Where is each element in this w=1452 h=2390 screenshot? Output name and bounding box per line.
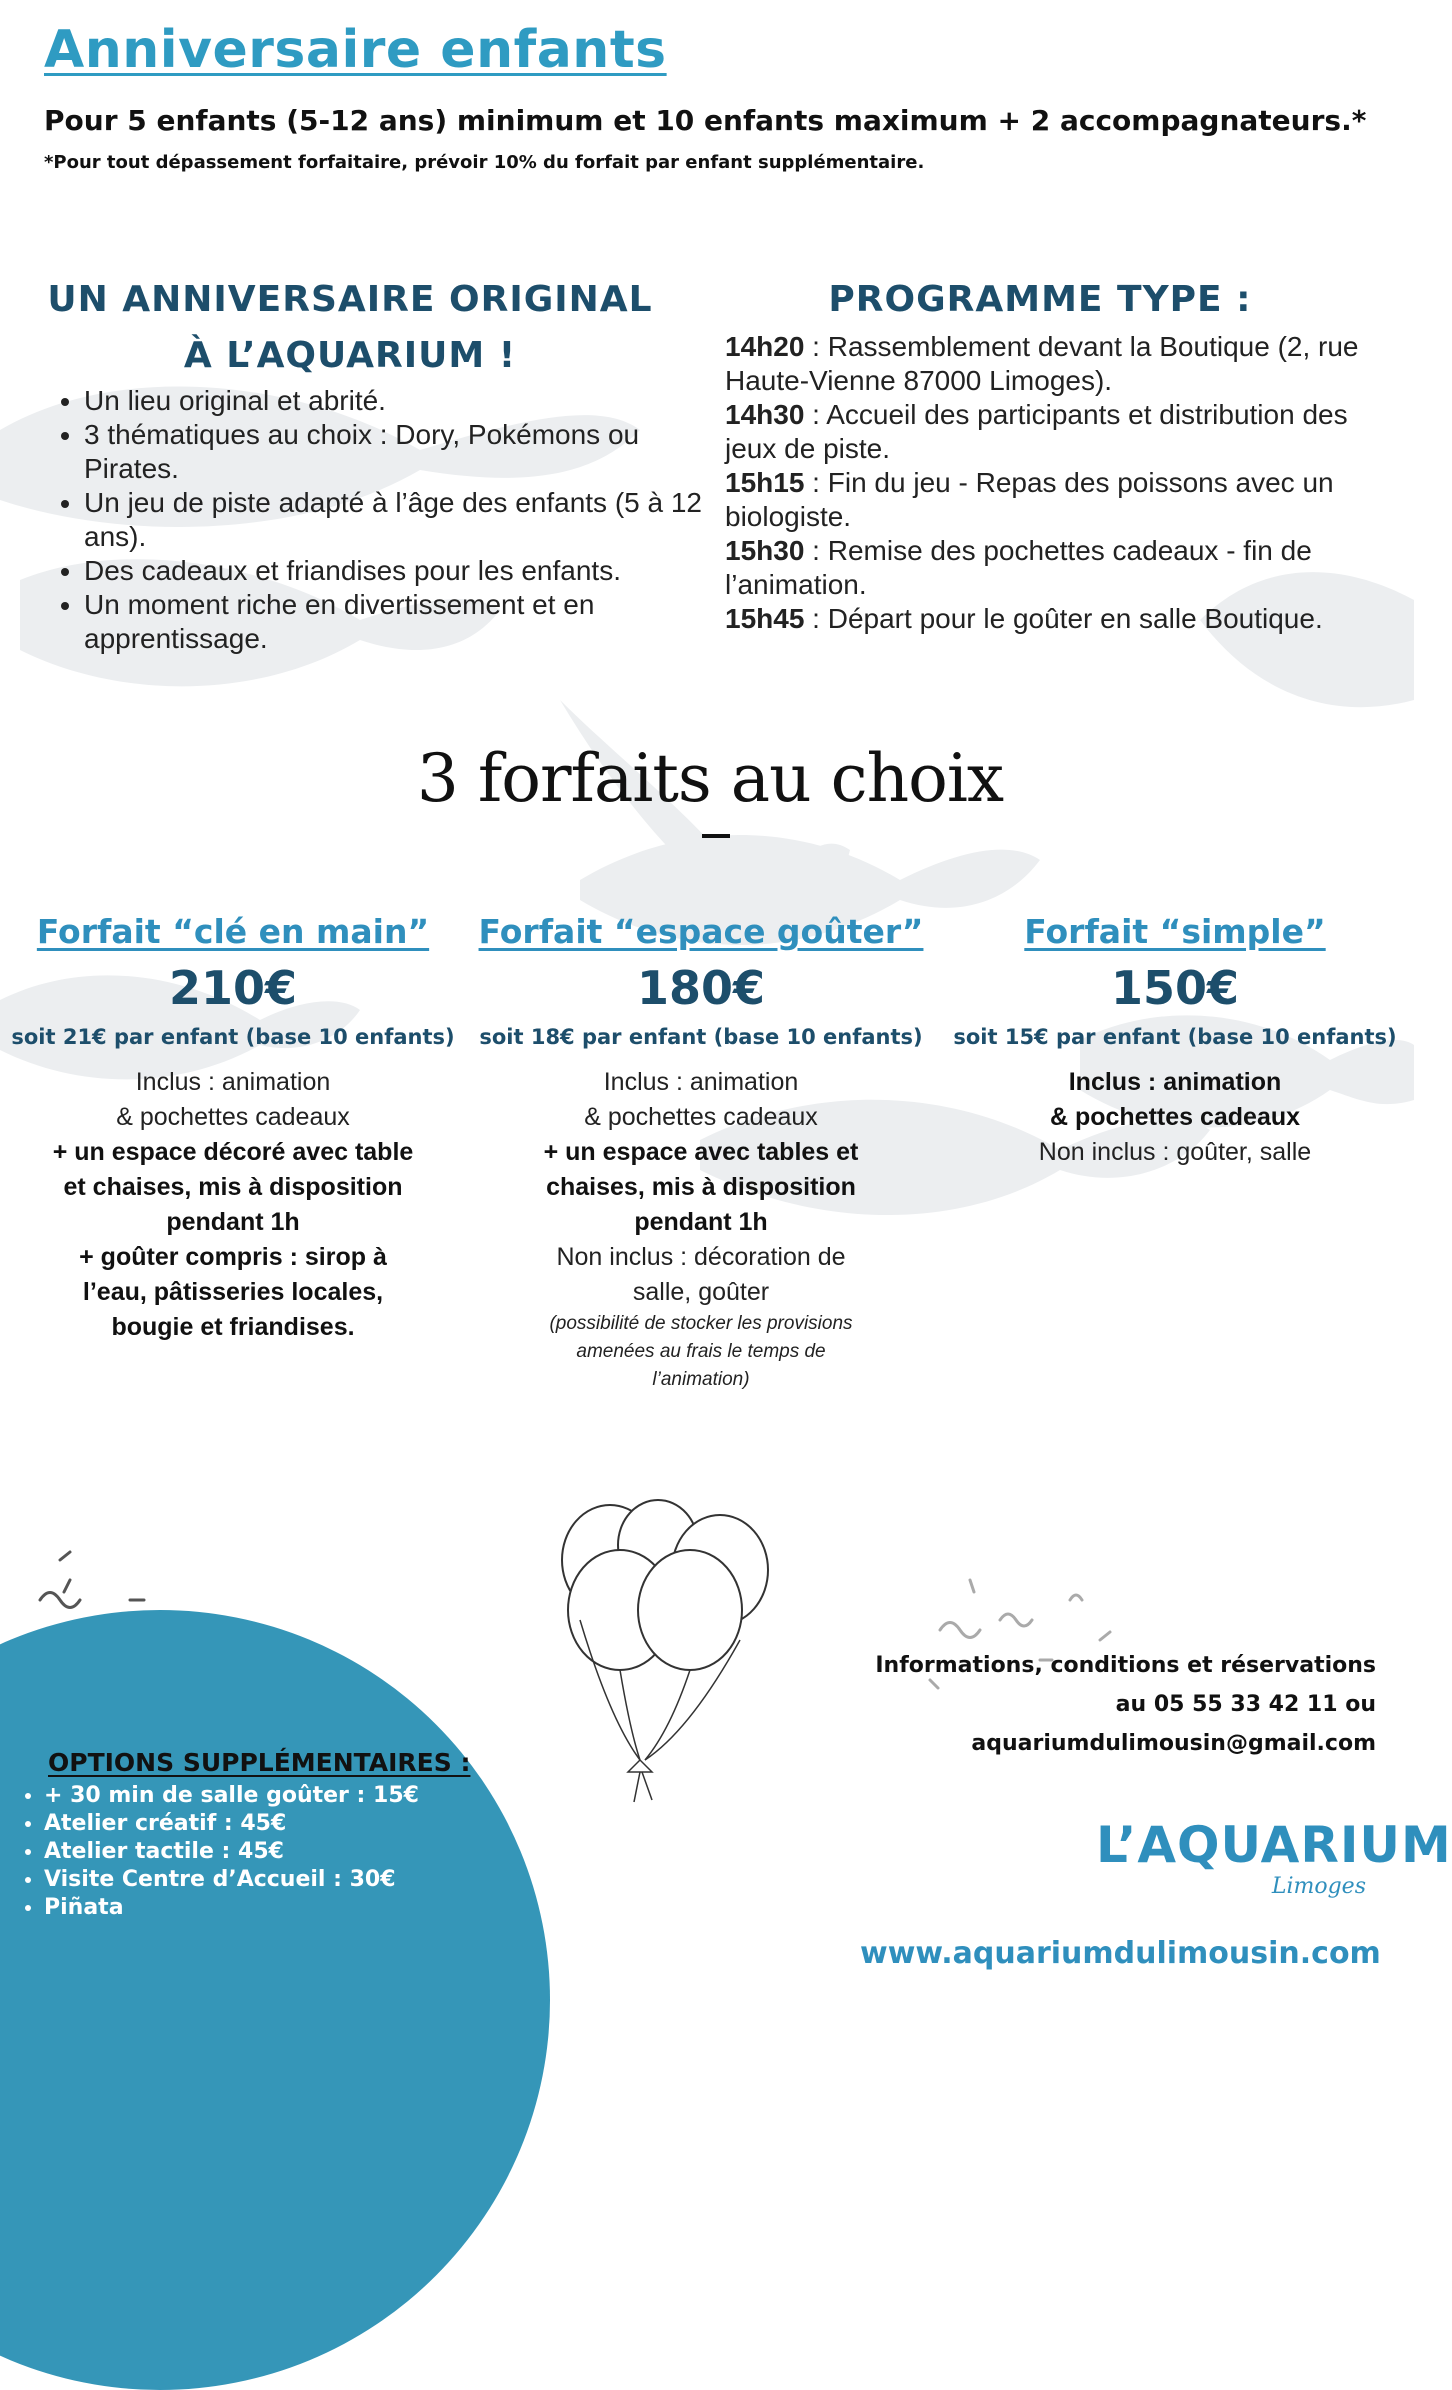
pack-simple	[952, 912, 1398, 1170]
schedule-item	[725, 466, 1395, 534]
logo-text: L’AQUARIUM	[1096, 1816, 1452, 1874]
aquarium-logo	[1096, 1816, 1452, 1899]
pack-included: & pochettes cadeaux	[1049, 1103, 1301, 1131]
heading-dash-divider	[702, 834, 730, 838]
pack-included: Inclus : animation	[1068, 1068, 1282, 1096]
pack-note: amenées au frais le temps de	[576, 1341, 826, 1362]
schedule-item	[725, 602, 1395, 636]
page-title: Anniversaire enfants	[44, 20, 667, 80]
pack-per-child: soit 21€ par enfant (base 10 enfants)	[11, 1025, 455, 1049]
logo-subtext: Limoges	[1271, 1874, 1366, 1899]
original-heading	[30, 272, 670, 384]
pack-extra: + goûter compris : sirop à	[79, 1243, 387, 1271]
pack-price: 180€	[636, 961, 766, 1015]
pack-extra: l’eau, pâtisseries locales,	[82, 1278, 384, 1306]
schedule-time: 15h30	[725, 535, 805, 566]
schedule-item	[725, 534, 1395, 602]
pack-extra: chaises, mis à disposition	[546, 1173, 856, 1201]
pack-description	[10, 1065, 456, 1345]
pack-included: Inclus : animation	[135, 1068, 331, 1096]
schedule-time: 15h45	[725, 603, 805, 634]
list-item: • Piñata	[44, 1894, 419, 1922]
schedule-text: : Départ pour le goûter en salle Boutique.	[804, 603, 1323, 634]
pack-note: (possibilité de stocker les provisions	[549, 1313, 853, 1334]
schedule-time: 14h20	[725, 331, 805, 362]
pack-excluded: Non inclus : décoration de	[556, 1243, 846, 1271]
pack-included: Inclus : animation	[603, 1068, 799, 1096]
list-item: • + 30 min de salle goûter : 15€	[44, 1782, 419, 1810]
list-item: • Atelier tactile : 45€	[44, 1838, 419, 1866]
pack-note: l’animation)	[652, 1369, 750, 1390]
pack-extra: et chaises, mis à disposition	[63, 1173, 403, 1201]
pack-extra: pendant 1h	[634, 1208, 768, 1236]
pack-price: 150€	[1110, 961, 1240, 1015]
original-heading-line1: UN ANNIVERSAIRE ORIGINAL	[47, 279, 653, 320]
balloons-illustration	[520, 1490, 790, 1810]
pack-name: Forfait “espace goûter”	[478, 912, 924, 951]
schedule-text: : Rassemblement devant la Boutique (2, rue Haute-Vienne 87000 Limoges).	[725, 331, 1359, 396]
programme-schedule	[725, 330, 1395, 636]
pack-extra: bougie et friandises.	[111, 1313, 355, 1341]
list-item: • Un moment riche en divertissement et en apprentissage.	[84, 588, 724, 656]
original-feature-list	[40, 384, 724, 656]
page-subtitle: Pour 5 enfants (5-12 ans) minimum et 10 enfants maximum + 2 accompagnateurs.*	[44, 104, 1367, 137]
schedule-text: : Fin du jeu - Repas des poissons avec un biologiste.	[725, 467, 1334, 532]
pack-cle-en-main	[10, 912, 456, 1345]
schedule-time: 15h15	[725, 467, 805, 498]
list-item: • 3 thématiques au choix : Dory, Pokémons ou Pirates.	[84, 418, 724, 486]
pack-name: Forfait “simple”	[1024, 912, 1326, 951]
pack-excluded: Non inclus : goûter, salle	[1038, 1138, 1312, 1166]
pack-extra: + un espace décoré avec table	[52, 1138, 414, 1166]
list-item: • Des cadeaux et friandises pour les enfants.	[84, 554, 724, 588]
pack-price: 210€	[168, 961, 298, 1015]
pack-per-child: soit 15€ par enfant (base 10 enfants)	[953, 1025, 1397, 1049]
pack-per-child: soit 18€ par enfant (base 10 enfants)	[479, 1025, 923, 1049]
pack-description	[478, 1065, 924, 1394]
schedule-text: : Accueil des participants et distribution des jeux de piste.	[725, 399, 1348, 464]
original-heading-line2: À L’AQUARIUM !	[183, 335, 517, 376]
pack-extra: + un espace avec tables et	[543, 1138, 859, 1166]
contact-email[interactable]: aquariumdulimousin@gmail.com	[971, 1731, 1376, 1756]
schedule-item	[725, 398, 1395, 466]
pack-included: & pochettes cadeaux	[584, 1103, 818, 1131]
website-link[interactable]: www.aquariumdulimousin.com	[860, 1936, 1381, 1971]
list-item: • Un jeu de piste adapté à l’âge des enfants (5 à 12 ans).	[84, 486, 724, 554]
pack-included: & pochettes cadeaux	[116, 1103, 350, 1131]
options-list	[14, 1782, 419, 1922]
schedule-item	[725, 330, 1395, 398]
programme-heading: PROGRAMME TYPE :	[828, 279, 1252, 320]
contact-phone: au 05 55 33 42 11 ou	[1115, 1692, 1376, 1717]
overage-note: *Pour tout dépassement forfaitaire, prévoir 10% du forfait par enfant supplémentaire.	[44, 152, 925, 173]
pack-name: Forfait “clé en main”	[36, 912, 430, 951]
forfaits-heading: 3 forfaits au choix	[416, 740, 1004, 817]
pack-espace-gouter	[478, 912, 924, 1394]
contact-block	[780, 1646, 1376, 1763]
contact-line: Informations, conditions et réservations	[875, 1653, 1376, 1678]
list-item: • Un lieu original et abrité.	[84, 384, 724, 418]
options-heading: OPTIONS SUPPLÉMENTAIRES :	[48, 1748, 471, 1777]
list-item: • Visite Centre d’Accueil : 30€	[44, 1866, 419, 1894]
schedule-time: 14h30	[725, 399, 805, 430]
pack-description	[952, 1065, 1398, 1170]
list-item: • Atelier créatif : 45€	[44, 1810, 419, 1838]
schedule-text: : Remise des pochettes cadeaux - fin de l’animation.	[725, 535, 1312, 600]
pack-excluded: salle, goûter	[632, 1278, 770, 1306]
pack-extra: pendant 1h	[166, 1208, 300, 1236]
